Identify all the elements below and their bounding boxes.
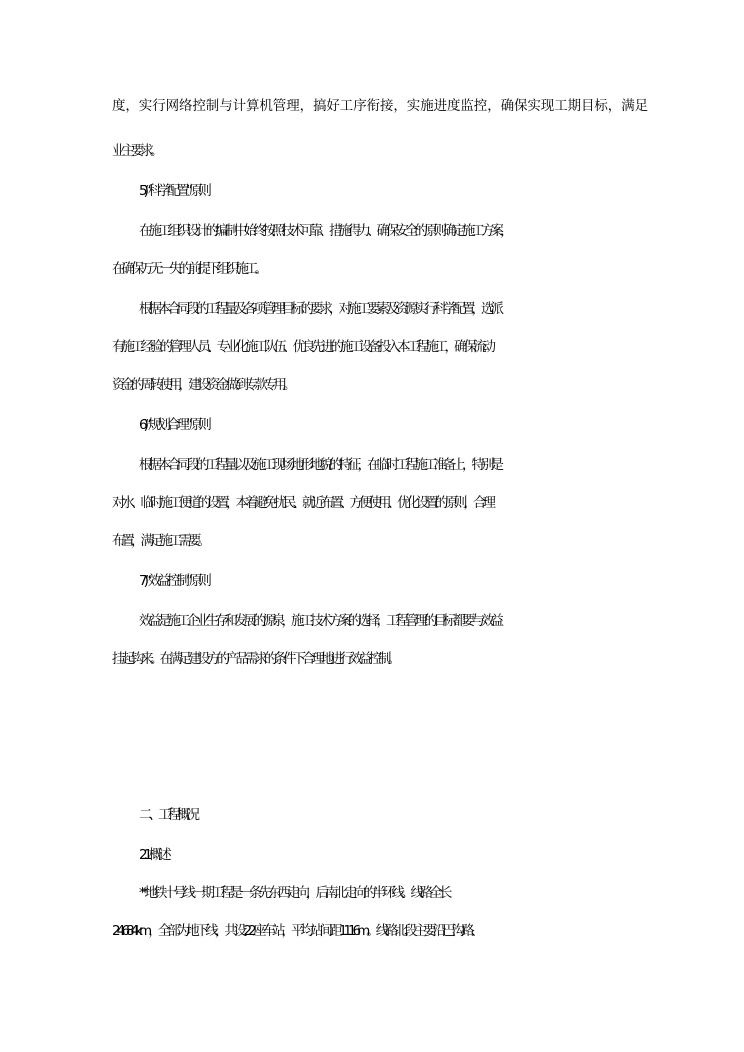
section-heading: 5)“科学配置”原则 [139,183,208,199]
paragraph-line: **地铁十号线一期工程是一条先东西走向，后南北走向的半环线。线路全长 [139,885,449,901]
paragraph-line: 24.684km，全部为地下线，共设 22 座车站，平均站间距 1116m。线路北段主要沿巴沟路、 [112,923,481,939]
chapter-heading: 二、工程概况 [139,807,196,823]
paragraph-line: 在施工组织设计的编制中始终按照技术可靠、措施得力、确保安全的原则确定施工方案， [139,223,510,239]
paragraph-line: 布置，满足施工需要。 [112,533,207,549]
paragraph-line: 业主要求。 [112,143,160,159]
section-heading: 7)“效益控制”原则 [139,573,208,589]
paragraph-line: 资金的周转使用，建设资金做到专款专用。 [112,377,293,393]
paragraph-line: 对水、临时施工便道的设置，本着避免扰民、就近布置、方便使用、优化设置的原则，合理 [112,495,492,511]
paragraph-line: 效益是施工企业生存和发展的源泉，施工技术方案的选择，工程管理的目标都要与效益 [139,613,500,629]
paragraph-line: 根据本合同段的工程量以及施工现场地形地貌的特征，在临时工程施工准备上，特别是 [139,457,500,473]
section-heading: 6)“规划合理”原则 [139,417,208,433]
paragraph-line: 度，实行网络控制与计算机管理，搞好工序衔接，实施进度监控，确保实现工期目标，满足 [112,98,648,114]
paragraph-line: 挂起钩来。在满足建设方的产品需求的条件下合理地进行效益控制。 [112,651,397,667]
paragraph-line: 有施工经验的管理人员、专业化施工队伍、优良先进的施工设备投入本工程施工，确保流动 [112,339,492,355]
paragraph-line: 在确保万无一失的前提下组织施工。 [112,261,264,277]
paragraph-line: 根据本合同段的工程量及各项管理目标的要求，对施工要素及资源实行科学配置，选派 [139,301,500,317]
subsection-heading: 2.1 概述 [139,847,168,863]
